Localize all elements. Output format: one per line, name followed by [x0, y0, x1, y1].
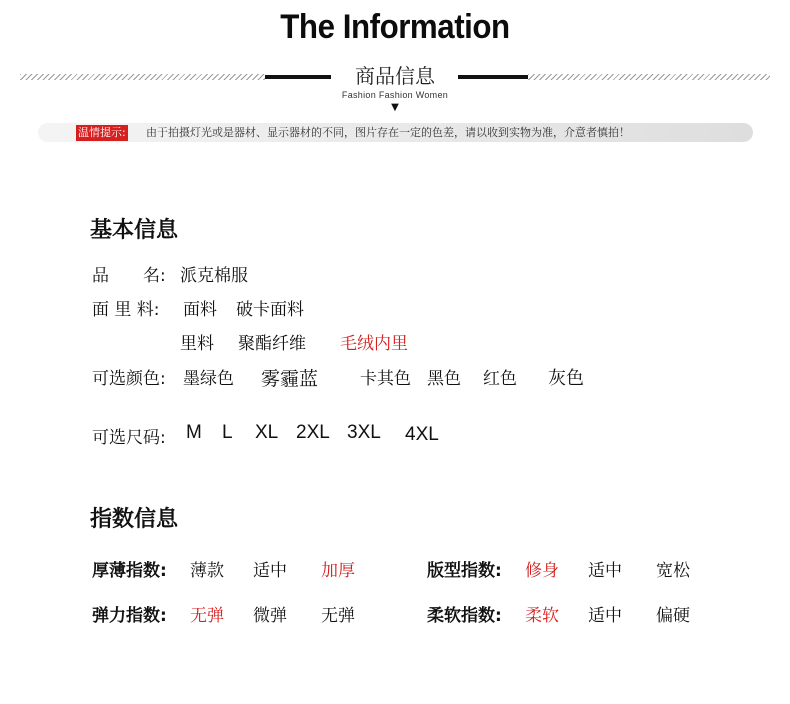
fabric-inner-value: 聚酯纤维: [238, 334, 306, 354]
elasticity-option-selected: 无弹: [190, 606, 224, 626]
thickness-option: 适中: [253, 561, 287, 581]
fabric-label: 面 里 料:: [92, 300, 160, 320]
size-option: 2XL: [296, 422, 330, 443]
softness-option-selected: 柔软: [525, 606, 559, 626]
softness-option: 适中: [588, 606, 622, 626]
size-option: L: [222, 422, 233, 443]
basic-info-heading: 基本信息: [90, 218, 179, 243]
fit-option: 宽松: [656, 561, 690, 581]
size-option: M: [186, 422, 202, 443]
fit-option: 适中: [588, 561, 622, 581]
thickness-option: 薄款: [190, 561, 224, 581]
arrow-down-icon: ▼: [391, 102, 399, 113]
fabric-outer-value: 破卡面料: [236, 300, 304, 320]
color-option: 雾霾蓝: [261, 368, 319, 390]
fabric-inner-label: 里料: [180, 334, 214, 354]
fabric-inner-note: 毛绒内里: [340, 334, 408, 354]
section-subtitle-cn: 商品信息: [355, 64, 435, 88]
name-value: 派克棉服: [180, 266, 248, 286]
name-label: 品 名:: [92, 266, 166, 286]
color-option: 黑色: [427, 369, 461, 389]
divider-bar-right: [458, 75, 528, 79]
sizes-label: 可选尺码:: [92, 428, 166, 448]
notice-label: 温情提示:: [78, 126, 126, 139]
section-subtitle-en: Fashion Fashion Women: [341, 90, 449, 100]
size-option: 4XL: [405, 424, 439, 445]
softness-label: 柔软指数:: [427, 606, 502, 626]
color-option: 墨绿色: [183, 369, 234, 389]
divider-hatch-right: [528, 74, 770, 80]
size-option: 3XL: [347, 422, 381, 443]
notice-text: 由于拍摄灯光或是器材、显示器材的不同，图片存在一定的色差，请以收到实物为准，介意者慎拍！: [146, 126, 630, 139]
elasticity-label: 弹力指数:: [92, 606, 167, 626]
color-option: 红色: [483, 369, 517, 389]
index-info-heading: 指数信息: [90, 507, 179, 532]
thickness-label: 厚薄指数:: [92, 561, 167, 581]
fit-option-selected: 修身: [525, 561, 559, 581]
size-option: XL: [255, 422, 279, 443]
elasticity-option: 无弹: [321, 606, 355, 626]
softness-option: 偏硬: [656, 606, 690, 626]
elasticity-option: 微弹: [253, 606, 287, 626]
color-option: 灰色: [548, 368, 584, 389]
colors-label: 可选颜色:: [92, 369, 166, 389]
fit-label: 版型指数:: [427, 561, 502, 581]
page-title: The Information: [280, 8, 510, 46]
thickness-option-selected: 加厚: [321, 561, 355, 581]
fabric-outer-label: 面料: [183, 300, 217, 320]
color-option: 卡其色: [360, 369, 411, 389]
